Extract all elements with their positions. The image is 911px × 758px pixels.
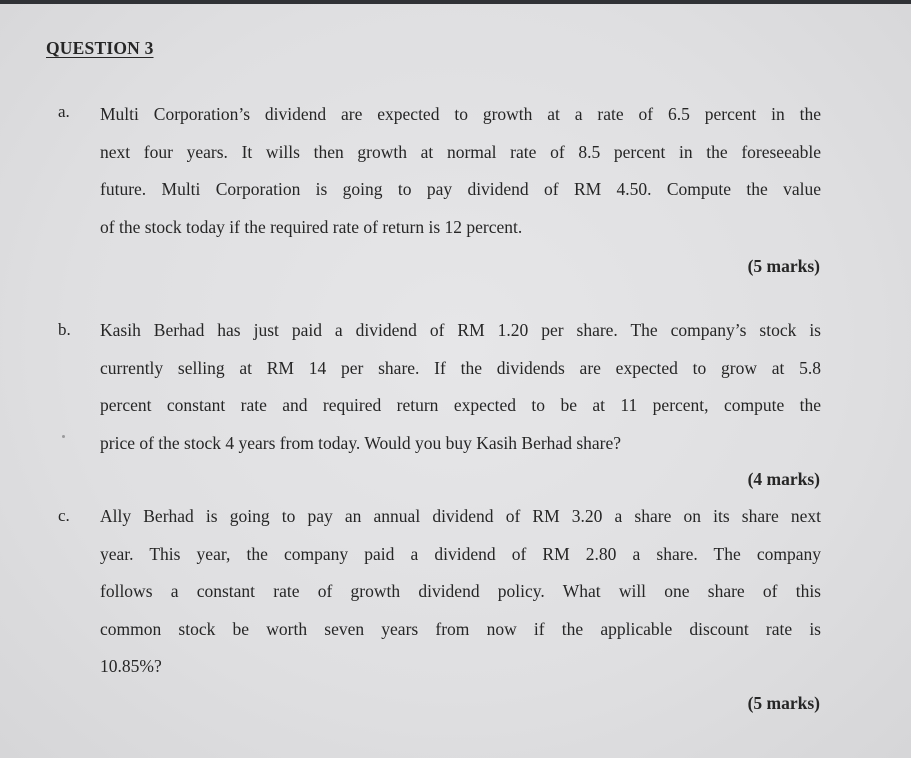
question-b-text [100,312,821,462]
question-c-marks: (5 marks) [747,693,820,713]
question-c-line-4: common stock be worth seven years from now if the applicable discount rate is [100,618,821,639]
question-c-line-1: Ally Berhad is going to pay an annual dividend of RM 3.20 a share on its share next [100,506,821,526]
question-b-line-2: currently selling at RM 14 per share. If the dividends are expected to grow at 5.8 [100,357,821,378]
question-b-label: b. [58,320,71,339]
question-b-line-3: percent constant rate and required return expected to be at 11 percent, compute the [100,395,821,415]
exam-paper [0,4,911,758]
question-a-text [100,96,821,246]
question-c-line-5: 10.85%? [100,656,162,676]
question-c-label: c. [58,506,70,525]
question-b-marks: (4 marks) [747,469,820,489]
question-b-line-1: Kasih Berhad has just paid a dividend of RM 1.20 per share. The company’s stock is [100,320,821,340]
question-a-marks: (5 marks) [747,256,820,276]
question-a-line-2: next four years. It wills then growth at normal rate of 8.5 percent in the foreseeable [100,141,821,162]
question-a-line-3: future. Multi Corporation is going to pay dividend of RM 4.50. Compute the value [100,179,821,199]
question-a-line-4: of the stock today if the required rate of return is 12 percent. [100,216,523,237]
question-c-line-2: year. This year, the company paid a dividend of RM 2.80 a share. The company [100,543,821,564]
question-c-text [100,498,821,686]
question-heading: QUESTION 3 [46,38,154,58]
paper-speck [62,435,65,438]
question-b-line-4: price of the stock 4 years from today. Would you buy Kasih Berhad share? [100,432,622,453]
question-a-label: a. [58,102,70,121]
question-a-line-1: Multi Corporation’s dividend are expected to growth at a rate of 6.5 percent in the [100,104,821,124]
question-c-line-3: follows a constant rate of growth dividend policy. What will one share of this [100,581,821,601]
